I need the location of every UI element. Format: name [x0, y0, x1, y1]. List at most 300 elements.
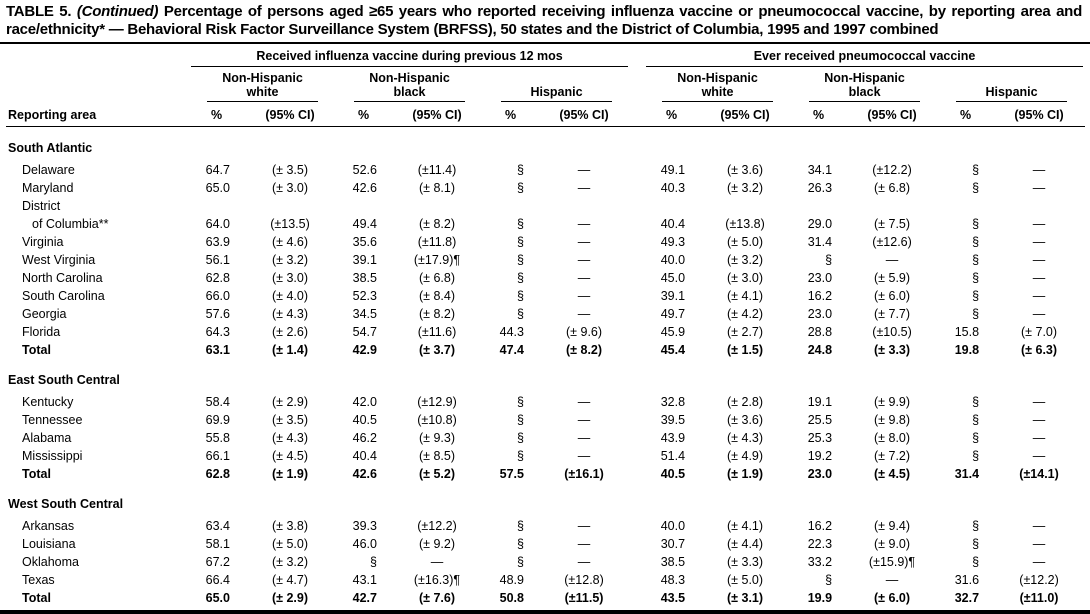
ci-cell: (± 4.5): [271, 449, 309, 463]
table-continued-note: (Continued): [76, 3, 159, 20]
ci-cell: (± 4.3): [727, 431, 764, 445]
percent-cell: §: [517, 555, 524, 569]
ci-cell: (± 3.2): [727, 181, 764, 195]
percent-cell: 43.1: [352, 573, 377, 587]
ci-cell: (± 9.2): [418, 537, 456, 551]
ci-cell: (±12.2): [417, 519, 457, 533]
ci-cell: (± 8.2): [418, 307, 456, 321]
group-gap: [630, 67, 644, 102]
percent-cell: §: [517, 289, 524, 303]
ci-cell: (± 3.2): [271, 253, 309, 267]
percent-cell: 16.2: [807, 289, 833, 303]
ci-cell: (± 3.3): [727, 555, 764, 569]
percent-header: %: [938, 102, 993, 127]
percent-cell: §: [972, 537, 980, 551]
percent-cell: 31.4: [954, 467, 980, 481]
percent-cell: §: [972, 449, 980, 463]
ci-cell: —: [1032, 289, 1046, 303]
ci-cell: (± 6.3): [1021, 343, 1058, 357]
percent-cell: 67.2: [205, 555, 230, 569]
ci-cell: (± 4.3): [271, 431, 309, 445]
percent-cell: 23.0: [807, 271, 833, 285]
ci-cell: (± 4.1): [727, 519, 764, 533]
pneumococcal-group-header: [644, 46, 1085, 67]
percent-cell: 45.4: [660, 343, 686, 357]
subgroup-label: Non-Hispanic white: [662, 67, 773, 102]
ci-cell: (± 2.9): [271, 395, 309, 409]
percent-cell: 56.1: [205, 253, 230, 267]
reporting-area-cell: Alabama: [22, 431, 72, 445]
percent-cell: 64.3: [205, 325, 230, 339]
column-header-row: [6, 102, 1085, 127]
ci-cell: —: [577, 181, 591, 195]
percent-cell: §: [517, 449, 524, 463]
percent-cell: §: [517, 253, 524, 267]
percent-cell: [483, 197, 538, 215]
ci-cell: (± 2.6): [271, 325, 309, 339]
percent-cell: §: [517, 235, 524, 249]
percent-cell: §: [517, 537, 524, 551]
percent-cell: 24.8: [807, 343, 833, 357]
percent-cell: 46.0: [352, 537, 377, 551]
ci-cell: [699, 197, 791, 215]
percent-cell: 65.0: [205, 591, 230, 605]
percent-cell: 54.7: [352, 325, 377, 339]
percent-header: %: [483, 102, 538, 127]
ci-cell: (± 5.0): [727, 235, 764, 249]
ci-cell: [846, 197, 938, 215]
percent-cell: §: [517, 395, 524, 409]
ci-cell: (± 3.0): [271, 181, 309, 195]
percent-cell: 40.4: [660, 217, 686, 231]
percent-cell: 26.3: [807, 181, 833, 195]
percent-cell: [938, 197, 993, 215]
ci-cell: (±16.3)¶: [413, 573, 461, 587]
reporting-area-cell: Total: [22, 343, 51, 357]
ci-cell: (± 4.6): [271, 235, 309, 249]
pneumococcal-group-label: Ever received pneumococcal vaccine: [646, 46, 1083, 67]
column-gap: [630, 517, 644, 535]
percent-cell: §: [517, 431, 524, 445]
table-row: [6, 323, 1085, 341]
percent-cell: §: [972, 519, 980, 533]
percent-cell: 35.6: [352, 235, 377, 249]
percent-cell: 40.5: [352, 413, 377, 427]
percent-cell: §: [370, 555, 377, 569]
subgroup-header-row: [6, 67, 1085, 102]
percent-cell: §: [517, 217, 524, 231]
section-heading-row: [6, 127, 1085, 162]
ci-header: (95% CI): [244, 102, 336, 127]
percent-cell: §: [972, 181, 980, 195]
percent-header: %: [644, 102, 699, 127]
ci-cell: (± 3.3): [874, 343, 911, 357]
table-row: [6, 447, 1085, 465]
group-header-row: [6, 46, 1085, 67]
table-number: TABLE 5.: [6, 3, 72, 20]
influenza-group-label: Received influenza vaccine during previous 12 mos: [191, 46, 628, 67]
group-header-spacer: [6, 46, 189, 67]
ci-cell: (± 8.1): [418, 181, 456, 195]
percent-cell: 62.8: [205, 271, 230, 285]
table-row: [6, 305, 1085, 323]
table-body: [6, 127, 1085, 608]
ci-cell: (± 5.0): [271, 537, 309, 551]
table-row: [6, 269, 1085, 287]
ci-cell: —: [577, 519, 591, 533]
ci-cell: (± 8.5): [418, 449, 456, 463]
ci-cell: (± 5.0): [727, 573, 764, 587]
column-gap: [630, 305, 644, 323]
percent-cell: 33.2: [807, 555, 833, 569]
percent-cell: 42.0: [352, 395, 377, 409]
percent-cell: §: [972, 395, 980, 409]
percent-cell: [791, 197, 846, 215]
percent-cell: 52.6: [352, 163, 377, 177]
ci-cell: —: [1032, 537, 1046, 551]
ci-cell: (±14.1): [1019, 467, 1059, 481]
percent-cell: 49.3: [660, 235, 686, 249]
percent-cell: §: [972, 271, 980, 285]
table-row: [6, 535, 1085, 553]
ci-cell: (± 7.5): [874, 217, 911, 231]
percent-cell: 28.8: [807, 325, 833, 339]
percent-cell: 31.4: [807, 235, 833, 249]
table-row: [6, 161, 1085, 179]
percent-cell: 43.9: [660, 431, 686, 445]
table-row: [6, 233, 1085, 251]
percent-cell: 66.0: [205, 289, 230, 303]
percent-cell: §: [972, 163, 980, 177]
ci-cell: (± 3.6): [727, 163, 764, 177]
percent-cell: §: [972, 253, 980, 267]
ci-cell: (± 6.8): [874, 181, 911, 195]
ci-cell: (± 8.2): [566, 343, 603, 357]
percent-cell: [644, 197, 699, 215]
percent-cell: §: [972, 555, 980, 569]
ci-cell: (±16.1): [564, 467, 604, 481]
ci-cell: —: [577, 395, 591, 409]
percent-cell: §: [517, 413, 524, 427]
percent-cell: 40.0: [660, 253, 686, 267]
column-gap: [630, 287, 644, 305]
ci-cell: (± 4.4): [727, 537, 764, 551]
percent-cell: 34.5: [352, 307, 377, 321]
ci-cell: (± 3.7): [418, 343, 456, 357]
column-gap: [630, 161, 644, 179]
ci-cell: [538, 197, 630, 215]
column-gap: [630, 393, 644, 411]
ci-cell: (± 7.0): [1021, 325, 1058, 339]
percent-cell: 49.1: [660, 163, 686, 177]
table-row: [6, 215, 1085, 233]
percent-cell: 40.5: [660, 467, 686, 481]
ci-cell: —: [577, 271, 591, 285]
percent-cell: 63.1: [205, 343, 230, 357]
percent-header: %: [189, 102, 244, 127]
percent-cell: 40.0: [660, 519, 686, 533]
percent-cell: 46.2: [352, 431, 377, 445]
ci-cell: —: [430, 555, 444, 569]
table-title-text: Percentage of persons aged ≥65 years who reported receiving influenza vaccine or pneumococcal vaccine, by reporting area and race/ethnicity* — Behavioral Risk Factor Surveillance System (BRFSS), 50 states and the District of Columbia, 1995 and 1997 combined: [6, 3, 1083, 38]
percent-cell: §: [972, 413, 980, 427]
percent-cell: §: [972, 235, 980, 249]
section-heading-row: [6, 483, 1085, 517]
percent-cell: 52.3: [352, 289, 377, 303]
percent-cell: 22.3: [807, 537, 833, 551]
section-heading: East South Central: [8, 373, 120, 387]
ci-cell: (± 9.4): [874, 519, 911, 533]
ci-cell: —: [577, 289, 591, 303]
percent-cell: §: [972, 289, 980, 303]
ci-cell: (± 8.4): [418, 289, 456, 303]
table-row: [6, 571, 1085, 589]
ci-cell: (±11.6): [417, 325, 457, 339]
ci-cell: (± 3.2): [271, 555, 309, 569]
ci-cell: —: [1032, 449, 1046, 463]
ci-header: (95% CI): [391, 102, 483, 127]
subgroup-label: Non-Hispanic white: [207, 67, 318, 102]
percent-cell: 44.3: [499, 325, 524, 339]
ci-cell: (±12.8): [564, 573, 604, 587]
ci-cell: (± 3.0): [271, 271, 309, 285]
ci-cell: (±12.6): [872, 235, 912, 249]
ci-cell: —: [885, 253, 899, 267]
reporting-area-cell: Tennessee: [22, 413, 83, 427]
ci-cell: —: [1032, 431, 1046, 445]
table-row: [6, 287, 1085, 305]
ci-cell: (± 1.9): [271, 467, 309, 481]
percent-cell: §: [825, 253, 833, 267]
vaccine-table: [6, 46, 1085, 607]
section-heading-row: [6, 359, 1085, 393]
percent-cell: 50.8: [499, 591, 524, 605]
percent-cell: 66.1: [205, 449, 230, 463]
ci-cell: (± 3.2): [727, 253, 764, 267]
ci-cell: (± 4.1): [727, 289, 764, 303]
percent-cell: 19.1: [807, 395, 833, 409]
ci-cell: (± 3.6): [727, 413, 764, 427]
subgroup-label: Hispanic: [956, 81, 1067, 103]
column-gap: [630, 197, 644, 215]
ci-cell: (± 3.5): [271, 163, 309, 177]
percent-cell: [189, 197, 244, 215]
ci-cell: [993, 197, 1085, 215]
ci-cell: (± 7.7): [874, 307, 911, 321]
influenza-group-header: [189, 46, 630, 67]
table-row: [6, 465, 1085, 483]
ci-cell: —: [577, 555, 591, 569]
reporting-area-cell: Arkansas: [22, 519, 75, 533]
ci-cell: (± 2.8): [727, 395, 764, 409]
percent-cell: 51.4: [660, 449, 686, 463]
ci-cell: (± 8.2): [418, 217, 456, 231]
percent-cell: 55.8: [205, 431, 230, 445]
reporting-area-cell: District: [22, 199, 61, 213]
table-row: [6, 553, 1085, 571]
ci-cell: —: [1032, 235, 1046, 249]
ci-cell: (± 4.0): [271, 289, 309, 303]
ci-cell: (± 9.6): [566, 325, 603, 339]
ci-cell: (± 9.8): [874, 413, 911, 427]
subgroup-header-pneumo-nh-white: [644, 67, 791, 102]
column-gap: [630, 233, 644, 251]
reporting-area-cell: Delaware: [22, 163, 75, 177]
reporting-area-cell: Texas: [22, 573, 55, 587]
percent-cell: 25.3: [807, 431, 833, 445]
ci-cell: (± 1.9): [727, 467, 764, 481]
ci-cell: —: [577, 163, 591, 177]
percent-cell: 30.7: [660, 537, 686, 551]
percent-cell: 48.9: [499, 573, 524, 587]
percent-cell: 47.4: [499, 343, 524, 357]
subgroup-header-influenza-hispanic: [483, 67, 630, 102]
ci-cell: (±12.2): [1019, 573, 1059, 587]
ci-cell: —: [577, 537, 591, 551]
table-row: [6, 589, 1085, 607]
ci-cell: —: [1032, 413, 1046, 427]
ci-cell: (±10.8): [417, 413, 457, 427]
percent-cell: §: [517, 163, 524, 177]
percent-cell: 42.7: [352, 591, 377, 605]
ci-cell: (± 3.8): [271, 519, 309, 533]
percent-cell: §: [972, 307, 980, 321]
percent-cell: [336, 197, 391, 215]
ci-cell: —: [577, 217, 591, 231]
reporting-area-cell: South Carolina: [22, 289, 105, 303]
percent-cell: 23.0: [807, 467, 833, 481]
ci-cell: (±13.8): [725, 217, 765, 231]
subgroup-spacer: [6, 67, 189, 102]
reporting-area-cell: Virginia: [22, 235, 64, 249]
percent-cell: 69.9: [205, 413, 230, 427]
percent-cell: §: [517, 307, 524, 321]
ci-cell: (±11.5): [564, 591, 604, 605]
percent-cell: 64.0: [205, 217, 230, 231]
subgroup-header-influenza-nh-white: [189, 67, 336, 102]
percent-cell: 45.0: [660, 271, 686, 285]
reporting-area-cell: Total: [22, 591, 51, 605]
reporting-area-cell: Oklahoma: [22, 555, 79, 569]
table-row: [6, 251, 1085, 269]
ci-cell: (±11.0): [1019, 591, 1059, 605]
percent-cell: 57.5: [499, 467, 524, 481]
reporting-area-cell: North Carolina: [22, 271, 103, 285]
percent-cell: §: [517, 271, 524, 285]
ci-cell: (± 6.0): [874, 289, 911, 303]
percent-cell: 40.3: [660, 181, 686, 195]
percent-cell: 34.1: [807, 163, 833, 177]
ci-cell: (±12.9): [417, 395, 457, 409]
ci-cell: —: [1032, 253, 1046, 267]
ci-cell: —: [885, 573, 899, 587]
ci-cell: [244, 197, 336, 215]
column-gap: [630, 553, 644, 571]
ci-cell: (± 5.2): [418, 467, 456, 481]
percent-cell: 62.8: [205, 467, 230, 481]
subgroup-header-pneumo-nh-black: [791, 67, 938, 102]
ci-cell: —: [577, 253, 591, 267]
table-row: [6, 179, 1085, 197]
table-row: [6, 341, 1085, 359]
ci-cell: (±15.9)¶: [868, 555, 916, 569]
ci-cell: (± 2.9): [271, 591, 309, 605]
percent-cell: 63.9: [205, 235, 230, 249]
subgroup-label: Hispanic: [501, 81, 612, 103]
reporting-area-cell: Georgia: [22, 307, 67, 321]
ci-cell: (±10.5): [872, 325, 912, 339]
percent-cell: 39.3: [352, 519, 377, 533]
percent-cell: 39.5: [660, 413, 686, 427]
percent-cell: 43.5: [660, 591, 686, 605]
ci-cell: —: [1032, 519, 1046, 533]
column-gap: [630, 447, 644, 465]
ci-cell: —: [577, 307, 591, 321]
ci-cell: (± 4.7): [271, 573, 309, 587]
ci-header: (95% CI): [699, 102, 791, 127]
percent-cell: 19.9: [807, 591, 833, 605]
percent-cell: 42.6: [352, 467, 377, 481]
ci-cell: —: [1032, 181, 1046, 195]
ci-cell: (± 9.9): [874, 395, 911, 409]
reporting-area-cell: Kentucky: [22, 395, 74, 409]
section-heading: South Atlantic: [8, 141, 93, 155]
group-gap: [630, 46, 644, 67]
ci-cell: (± 9.3): [418, 431, 456, 445]
percent-header: %: [336, 102, 391, 127]
reporting-area-cell: Louisiana: [22, 537, 76, 551]
percent-cell: 32.7: [954, 591, 980, 605]
ci-cell: —: [1032, 307, 1046, 321]
reporting-area-cell: West Virginia: [22, 253, 96, 267]
percent-cell: 23.0: [807, 307, 833, 321]
reporting-area-cell: Maryland: [22, 181, 74, 195]
ci-cell: —: [577, 449, 591, 463]
percent-cell: 40.4: [352, 449, 377, 463]
percent-cell: 42.6: [352, 181, 377, 195]
ci-cell: (± 4.3): [271, 307, 309, 321]
column-gap: [630, 411, 644, 429]
ci-cell: (± 9.0): [874, 537, 911, 551]
ci-cell: (± 4.5): [874, 467, 911, 481]
percent-cell: 48.3: [660, 573, 686, 587]
percent-cell: 65.0: [205, 181, 230, 195]
reporting-area-header: Reporting area: [6, 102, 189, 127]
ci-cell: (± 2.7): [727, 325, 764, 339]
table-title: [0, 0, 1090, 38]
percent-cell: 38.5: [352, 271, 377, 285]
percent-cell: 32.8: [660, 395, 686, 409]
ci-cell: (± 7.6): [418, 591, 456, 605]
ci-cell: (± 5.9): [874, 271, 911, 285]
percent-cell: 63.4: [205, 519, 230, 533]
reporting-area-cell: Mississippi: [22, 449, 83, 463]
reporting-area-cell: of Columbia**: [32, 217, 109, 231]
ci-cell: (± 1.4): [271, 343, 309, 357]
column-gap: [630, 589, 644, 607]
ci-cell: [391, 197, 483, 215]
ci-header: (95% CI): [993, 102, 1085, 127]
column-gap: [630, 571, 644, 589]
ci-cell: (± 1.5): [727, 343, 764, 357]
ci-header: (95% CI): [846, 102, 938, 127]
column-gap: [630, 179, 644, 197]
ci-cell: (± 4.9): [727, 449, 764, 463]
percent-cell: 39.1: [352, 253, 377, 267]
percent-cell: 66.4: [205, 573, 230, 587]
percent-cell: 45.9: [660, 325, 686, 339]
column-gap: [630, 251, 644, 269]
